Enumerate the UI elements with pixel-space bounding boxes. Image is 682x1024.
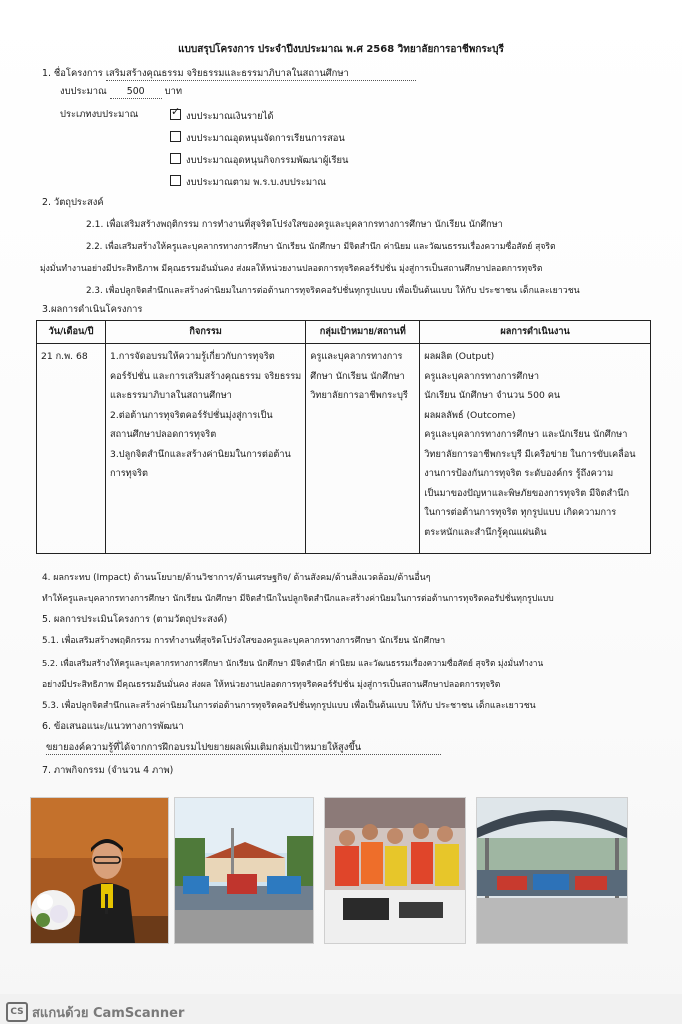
- section-1-label: 1. ชื่อโครงการ: [42, 68, 103, 79]
- result-line: ผลผลิต (Output): [424, 351, 495, 362]
- checkbox-empty-icon: [170, 153, 181, 164]
- suggestion-line: [46, 742, 441, 755]
- evaluation-2b: อย่างมีประสิทธิภาพ มีคุณธรรมอันมั่นคง ส่งผล ให้หน่วยงานปลอดการทุจริตคอร์รัปชั่น มุ่งสู่การเป็นสถานศึกษาปลอดการทุจริต: [42, 680, 501, 690]
- evaluation-3: 5.3. เพื่อปลูกจิตสำนึกและสร้างค่านิยมในการต่อต้านการทุจริตคอรัปชั่นทุกรูปแบบ เพื่อเป็นต้นแบบ ให้กับ ประชาชน เด็กและเยาวชน: [42, 701, 536, 711]
- cell-activities: [106, 344, 306, 554]
- header-target: กลุ่มเป้าหมาย/สถานที่: [306, 321, 420, 344]
- objective-2b: มุ่งมั่นทำงานอย่างมีประสิทธิภาพ มีคุณธรรมอันมั่นคง ส่งผลให้หน่วยงานปลอดการทุจริตคอร์รัปชั่น มุ่งสู่การเป็นสถานศึกษาปลอดการทุจริต: [40, 264, 543, 274]
- activity-photo-attendees: [324, 797, 466, 944]
- table-row: [37, 344, 651, 554]
- evaluation-2a: 5.2. เพื่อเสริมสร้างให้ครูและบุคลากรทางการศึกษา นักเรียน นักศึกษา มีจิตสำนึก ค่านิยม และวัฒนธรรมเรื่องความซื่อสัตย์ สุจริต มุ่งมั่นทำงาน: [42, 658, 544, 668]
- checkbox-checked-icon: [170, 109, 181, 120]
- group-photo-graphic: [477, 798, 627, 943]
- activity-line: การทุจริต: [110, 468, 148, 479]
- budget-label: งบประมาณ: [60, 86, 107, 97]
- table-header-row: [37, 321, 651, 344]
- result-line: นักเรียน นักศึกษา จำนวน 500 คน: [424, 390, 561, 401]
- activity-line: 2.ต่อต้านการทุจริตคอร์รัปชั่นมุ่งสู่การเป็น: [110, 409, 273, 421]
- section-1-line: [42, 68, 416, 81]
- results-table: [36, 320, 651, 554]
- header-date: วัน/เดือน/ปี: [37, 321, 106, 344]
- budget-type-label: ประเภทงบประมาณ: [60, 109, 139, 120]
- budget-type-option-4: งบประมาณตาม พ.ร.บ.งบประมาณ: [170, 175, 326, 189]
- activity-line: และธรรมาภิบาลในสถานศึกษา: [110, 390, 232, 401]
- result-line: ในการต่อต้านการทุจริต ทุกรูปแบบ เกิดความการ: [424, 507, 617, 518]
- suggestion-text: ขยายองค์ความรู้ที่ได้จากการฝึกอบรมไปขยายผลเพิ่มเติมกลุ่มเป้าหมายให้สูงขึ้น: [46, 742, 441, 755]
- target-line: ครูและบุคลากรทางการ: [310, 351, 403, 362]
- project-name: เสริมสร้างคุณธรรม จริยธรรมและธรรมาภิบาลในสถานศึกษา: [106, 68, 416, 81]
- result-line: งานการป้องกันการทุจริต ระดับองค์กร รู้ถึงความ: [424, 468, 614, 479]
- speaker-photo-graphic: [31, 798, 168, 943]
- impact-text: ทำให้ครูและบุคลากรทางการศึกษา นักเรียน นักศึกษา มีจิตสำนึกในปลูกจิตสำนึกและสร้างค่านิยมในการต่อต้านการทุจริตคอรัปชั่นทุกรูปแบบ: [42, 594, 554, 604]
- cell-targets: [306, 344, 420, 554]
- result-line: ผลผลลัพธ์ (Outcome): [424, 409, 516, 421]
- budget-type-option-2: งบประมาณอุดหนุนจัดการเรียนการสอน: [170, 131, 345, 145]
- header-results: ผลการดำเนินงาน: [420, 321, 651, 344]
- section-2-label: 2. วัตถุประสงค์: [42, 197, 104, 208]
- section-5-label: 5. ผลการประเมินโครงการ (ตามวัตถุประสงค์): [42, 614, 228, 625]
- section-4-label: 4. ผลกระทบ (Impact) ด้านนโยบาย/ด้านวิชาการ/ด้านเศรษฐกิจ/ ด้านสังคม/ด้านสิ่งแวดล้อม/ด้านอื่นๆ: [42, 573, 431, 583]
- cell-results: [420, 344, 651, 554]
- budget-type-option-1: ✓ งบประมาณเงินรายได้: [170, 109, 273, 123]
- activity-line: คอร์รัปชั่น และการเสริมสร้างคุณธรรม จริยธรรม: [110, 370, 302, 382]
- budget-unit: บาท: [164, 86, 183, 97]
- section-7-label: 7. ภาพกิจกรรม (จำนวน 4 ภาพ): [42, 765, 174, 776]
- budget-value: 500: [110, 86, 162, 99]
- objective-2a: 2.2. เพื่อเสริมสร้างให้ครูและบุคลากรทางการศึกษา นักเรียน นักศึกษา มีจิตสำนึก ค่านิยม และวัฒนธรรมเรื่องความซื่อสัตย์ สุจริต: [86, 242, 556, 252]
- checkbox-empty-icon: [170, 175, 181, 186]
- cell-date: 21 ก.พ. 68: [37, 344, 106, 554]
- header-activity: กิจกรรม: [106, 321, 306, 344]
- section-6-label: 6. ข้อเสนอแนะ/แนวทางการพัฒนา: [42, 721, 184, 732]
- scanner-watermark-text: สแกนด้วย CamScanner: [32, 1006, 185, 1021]
- budget-type-option-3: งบประมาณอุดหนุนกิจกรรมพัฒนาผู้เรียน: [170, 153, 348, 167]
- camscanner-logo-icon: CS: [6, 1002, 28, 1022]
- budget-line: [60, 86, 182, 99]
- activity-photo-building: [174, 797, 314, 944]
- document-title: แบบสรุปโครงการ ประจำปีงบประมาณ พ.ศ 2568 วิทยาลัยการอาชีพกระบุรี: [178, 44, 504, 55]
- attendees-photo-graphic: [325, 798, 465, 943]
- activity-line: 1.การจัดอบรมให้ความรู้เกี่ยวกับการทุจริต: [110, 351, 275, 362]
- objective-3: 2.3. เพื่อปลูกจิตสำนึกและสร้างค่านิยมในการต่อต้านการทุจริตคอรัปชั่นทุกรูปแบบ เพื่อเป็นต้นแบบ ให้กับ ประชาชน เด็กและเยาวชน: [86, 286, 580, 296]
- evaluation-1: 5.1. เพื่อเสริมสร้างพฤติกรรม การทำงานที่สุจริตโปร่งใสของครูและบุคลากรทางการศึกษา นักเรียน นักศึกษา: [42, 636, 446, 646]
- activity-line: 3.ปลูกจิตสำนึกและสร้างค่านิยมในการต่อต้าน: [110, 448, 291, 460]
- result-line: ครูและบุคลากรทางการศึกษา: [424, 370, 540, 382]
- activity-line: สถานศึกษาปลอดการทุจริต: [110, 429, 217, 440]
- result-line: ครูและบุคลากรทางการศึกษา และนักเรียน นักศึกษา: [424, 429, 628, 440]
- activity-photos: [30, 797, 630, 942]
- target-line: วิทยาลัยการอาชีพกระบุรี: [310, 390, 408, 401]
- section-3-label: 3.ผลการดำเนินโครงการ: [42, 304, 143, 315]
- result-line: วิทยาลัยการอาชีพกระบุรี มีเครือข่าย ในการขับเคลื่อน: [424, 448, 636, 460]
- checkbox-empty-icon: [170, 131, 181, 142]
- activity-photo-group: [476, 797, 628, 944]
- scanner-watermark-bar: [0, 994, 682, 1024]
- result-line: ตระหนักและสำนึกรู้คุณแผ่นดิน: [424, 526, 547, 538]
- activity-photo-speaker: [30, 797, 169, 944]
- objective-1: 2.1. เพื่อเสริมสร้างพฤติกรรม การทำงานที่สุจริตโปร่งใสของครูและบุคลากรทางการศึกษา นักเรียน นักศึกษา: [86, 220, 503, 230]
- result-line: เป็นมาของปัญหาและพิษภัยของการทุจริต มีจิตสำนึก: [424, 487, 630, 499]
- target-line: ศึกษา นักเรียน นักศึกษา: [310, 370, 405, 382]
- building-photo-graphic: [175, 798, 313, 943]
